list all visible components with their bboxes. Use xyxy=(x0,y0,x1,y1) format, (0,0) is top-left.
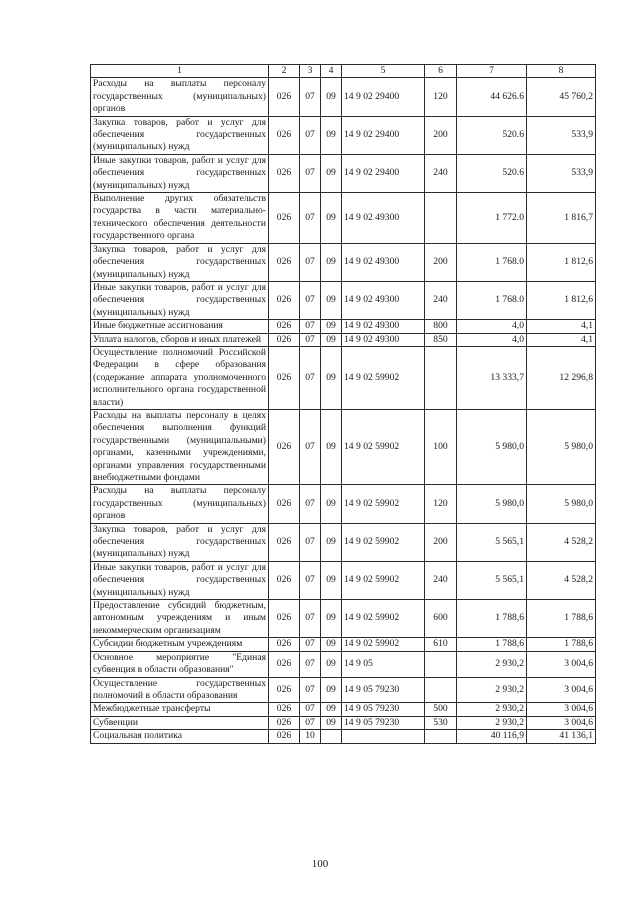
row-description: Предоставление субсидий бюджетным, автономным учреждениям и иным некоммерческим организациям xyxy=(91,600,269,638)
amount-year-1: 5 565,1 xyxy=(457,561,527,599)
ved-code: 026 xyxy=(269,193,300,244)
ved-code: 026 xyxy=(269,281,300,319)
ved-code: 026 xyxy=(269,320,300,333)
column-number: 6 xyxy=(425,65,457,78)
table-row xyxy=(91,677,596,703)
amount-year-1: 1 768.0 xyxy=(457,281,527,319)
expense-type-code: 200 xyxy=(425,116,457,154)
column-number: 7 xyxy=(457,65,527,78)
expense-type-code: 200 xyxy=(425,523,457,561)
table-row xyxy=(91,561,596,599)
row-description: Закупка товаров, работ и услуг для обеспечения государственных (муниципальных) нужд xyxy=(91,243,269,281)
subsection-code: 09 xyxy=(321,523,342,561)
subsection-code: 09 xyxy=(321,703,342,716)
target-article-code: 14 9 02 49300 xyxy=(342,281,425,319)
section-code: 07 xyxy=(300,638,321,651)
expense-type-code xyxy=(425,346,457,409)
table-row xyxy=(91,154,596,192)
section-code: 07 xyxy=(300,154,321,192)
subsection-code: 09 xyxy=(321,346,342,409)
section-code: 07 xyxy=(300,523,321,561)
ved-code: 026 xyxy=(269,346,300,409)
expense-type-code: 240 xyxy=(425,154,457,192)
ved-code: 026 xyxy=(269,409,300,484)
row-description: Иные закупки товаров, работ и услуг для обеспечения государственных (муниципальных) нужд xyxy=(91,561,269,599)
amount-year-2: 41 136,1 xyxy=(527,730,596,743)
ved-code: 026 xyxy=(269,716,300,729)
row-description: Закупка товаров, работ и услуг для обеспечения государственных (муниципальных) нужд xyxy=(91,523,269,561)
expense-type-code xyxy=(425,651,457,677)
ved-code: 026 xyxy=(269,703,300,716)
table-row xyxy=(91,78,596,116)
expense-type-code: 530 xyxy=(425,716,457,729)
target-article-code: 14 9 02 49300 xyxy=(342,193,425,244)
expense-type-code: 850 xyxy=(425,333,457,346)
amount-year-2: 1 812,6 xyxy=(527,281,596,319)
expense-type-code: 200 xyxy=(425,243,457,281)
ved-code: 026 xyxy=(269,638,300,651)
amount-year-1: 4,0 xyxy=(457,333,527,346)
target-article-code: 14 9 05 79230 xyxy=(342,677,425,703)
row-description: Основное мероприятие "Единая субвенция в области образования" xyxy=(91,651,269,677)
subsection-code xyxy=(321,730,342,743)
table-row xyxy=(91,703,596,716)
amount-year-1: 1 772.0 xyxy=(457,193,527,244)
subsection-code: 09 xyxy=(321,320,342,333)
expense-type-code: 800 xyxy=(425,320,457,333)
amount-year-2: 1 812,6 xyxy=(527,243,596,281)
section-code: 07 xyxy=(300,600,321,638)
amount-year-2: 4 528,2 xyxy=(527,561,596,599)
section-code: 07 xyxy=(300,703,321,716)
amount-year-1: 5 565,1 xyxy=(457,523,527,561)
ved-code: 026 xyxy=(269,677,300,703)
target-article-code: 14 9 02 59902 xyxy=(342,561,425,599)
row-description: Иные закупки товаров, работ и услуг для обеспечения государственных (муниципальных) нужд xyxy=(91,154,269,192)
section-code: 07 xyxy=(300,409,321,484)
subsection-code: 09 xyxy=(321,561,342,599)
expense-type-code: 500 xyxy=(425,703,457,716)
target-article-code: 14 9 02 29400 xyxy=(342,116,425,154)
ved-code: 026 xyxy=(269,523,300,561)
section-code: 07 xyxy=(300,78,321,116)
ved-code: 026 xyxy=(269,600,300,638)
subsection-code: 09 xyxy=(321,600,342,638)
table-row xyxy=(91,409,596,484)
column-number: 1 xyxy=(91,65,269,78)
subsection-code: 09 xyxy=(321,485,342,523)
amount-year-1: 520.6 xyxy=(457,116,527,154)
row-description: Закупка товаров, работ и услуг для обеспечения государственных (муниципальных) нужд xyxy=(91,116,269,154)
amount-year-2: 3 004,6 xyxy=(527,703,596,716)
amount-year-2: 4,1 xyxy=(527,320,596,333)
amount-year-2: 3 004,6 xyxy=(527,651,596,677)
row-description: Расходы на выплаты персоналу государственных (муниципальных) органов xyxy=(91,485,269,523)
amount-year-2: 4 528,2 xyxy=(527,523,596,561)
table-row xyxy=(91,651,596,677)
subsection-code: 09 xyxy=(321,281,342,319)
expense-type-code: 100 xyxy=(425,409,457,484)
expense-type-code: 240 xyxy=(425,561,457,599)
table-row xyxy=(91,716,596,729)
amount-year-2: 1 816,7 xyxy=(527,193,596,244)
row-description: Расходы на выплаты персоналу государственных (муниципальных) органов xyxy=(91,78,269,116)
amount-year-1: 13 333,7 xyxy=(457,346,527,409)
subsection-code: 09 xyxy=(321,78,342,116)
expense-type-code: 600 xyxy=(425,600,457,638)
amount-year-2: 12 296,8 xyxy=(527,346,596,409)
section-code: 07 xyxy=(300,243,321,281)
target-article-code: 14 9 02 59902 xyxy=(342,409,425,484)
amount-year-1: 44 626.6 xyxy=(457,78,527,116)
table-row xyxy=(91,320,596,333)
table-row xyxy=(91,485,596,523)
amount-year-1: 5 980,0 xyxy=(457,409,527,484)
section-code: 07 xyxy=(300,561,321,599)
expense-type-code: 610 xyxy=(425,638,457,651)
section-code: 07 xyxy=(300,716,321,729)
expense-type-code xyxy=(425,677,457,703)
table-row xyxy=(91,193,596,244)
target-article-code: 14 9 02 59902 xyxy=(342,600,425,638)
table-row xyxy=(91,333,596,346)
row-description: Расходы на выплаты персоналу в целях обеспечения выполнения функций государственными (муниципальными) органами, казенными учреждениями, органами управления государственными внебюджетными фондами xyxy=(91,409,269,484)
ved-code: 026 xyxy=(269,561,300,599)
amount-year-1: 1 768.0 xyxy=(457,243,527,281)
table-row xyxy=(91,346,596,409)
row-description: Субвенции xyxy=(91,716,269,729)
expense-type-code xyxy=(425,193,457,244)
subsection-code: 09 xyxy=(321,243,342,281)
ved-code: 026 xyxy=(269,730,300,743)
row-description: Осуществление государственных полномочий в области образования xyxy=(91,677,269,703)
section-code: 10 xyxy=(300,730,321,743)
target-article-code: 14 9 02 59902 xyxy=(342,346,425,409)
section-code: 07 xyxy=(300,320,321,333)
amount-year-1: 5 980,0 xyxy=(457,485,527,523)
amount-year-1: 2 930,2 xyxy=(457,703,527,716)
row-description: Межбюджетные трансферты xyxy=(91,703,269,716)
subsection-code: 09 xyxy=(321,677,342,703)
subsection-code: 09 xyxy=(321,716,342,729)
column-number: 4 xyxy=(321,65,342,78)
target-article-code: 14 9 05 xyxy=(342,651,425,677)
section-code: 07 xyxy=(300,651,321,677)
target-article-code: 14 9 02 59902 xyxy=(342,523,425,561)
row-description: Иные бюджетные ассигнования xyxy=(91,320,269,333)
expense-type-code: 240 xyxy=(425,281,457,319)
amount-year-1: 2 930,2 xyxy=(457,716,527,729)
ved-code: 026 xyxy=(269,243,300,281)
table-row xyxy=(91,523,596,561)
column-number: 3 xyxy=(300,65,321,78)
amount-year-2: 45 760,2 xyxy=(527,78,596,116)
amount-year-1: 1 788,6 xyxy=(457,638,527,651)
ved-code: 026 xyxy=(269,333,300,346)
subsection-code: 09 xyxy=(321,638,342,651)
amount-year-1: 40 116,9 xyxy=(457,730,527,743)
amount-year-1: 4,0 xyxy=(457,320,527,333)
target-article-code: 14 9 02 49300 xyxy=(342,320,425,333)
amount-year-1: 520.6 xyxy=(457,154,527,192)
row-description: Осуществление полномочий Российской Федерации в сфере образования (содержание аппарата уполномоченного исполнительного органа государственной власти) xyxy=(91,346,269,409)
column-number: 5 xyxy=(342,65,425,78)
amount-year-2: 3 004,6 xyxy=(527,677,596,703)
expense-type-code xyxy=(425,730,457,743)
row-description: Субсидии бюджетным учреждениям xyxy=(91,638,269,651)
section-code: 07 xyxy=(300,281,321,319)
row-description: Уплата налогов, сборов и иных платежей xyxy=(91,333,269,346)
target-article-code: 14 9 02 49300 xyxy=(342,243,425,281)
column-number: 8 xyxy=(527,65,596,78)
row-description: Выполнение других обязательств государства в части материально-технического обеспечения деятельности государственного органа xyxy=(91,193,269,244)
expense-type-code: 120 xyxy=(425,485,457,523)
target-article-code xyxy=(342,730,425,743)
row-description: Иные закупки товаров, работ и услуг для обеспечения государственных (муниципальных) нужд xyxy=(91,281,269,319)
section-code: 07 xyxy=(300,677,321,703)
table-row xyxy=(91,600,596,638)
ved-code: 026 xyxy=(269,651,300,677)
table-row xyxy=(91,638,596,651)
amount-year-2: 5 980,0 xyxy=(527,485,596,523)
table-row xyxy=(91,281,596,319)
subsection-code: 09 xyxy=(321,409,342,484)
ved-code: 026 xyxy=(269,78,300,116)
table-row xyxy=(91,730,596,743)
amount-year-2: 1 788,6 xyxy=(527,600,596,638)
target-article-code: 14 9 02 59902 xyxy=(342,485,425,523)
subsection-code: 09 xyxy=(321,116,342,154)
section-code: 07 xyxy=(300,333,321,346)
amount-year-2: 1 788,6 xyxy=(527,638,596,651)
subsection-code: 09 xyxy=(321,651,342,677)
section-code: 07 xyxy=(300,116,321,154)
expense-type-code: 120 xyxy=(425,78,457,116)
column-number: 2 xyxy=(269,65,300,78)
subsection-code: 09 xyxy=(321,333,342,346)
table-header-row xyxy=(91,65,596,78)
ved-code: 026 xyxy=(269,485,300,523)
table-row xyxy=(91,116,596,154)
section-code: 07 xyxy=(300,485,321,523)
section-code: 07 xyxy=(300,346,321,409)
page-number: 100 xyxy=(311,858,329,870)
ved-code: 026 xyxy=(269,116,300,154)
target-article-code: 14 9 02 29400 xyxy=(342,154,425,192)
section-code: 07 xyxy=(300,193,321,244)
target-article-code: 14 9 02 59902 xyxy=(342,638,425,651)
amount-year-2: 533,9 xyxy=(527,116,596,154)
row-description: Социальная политика xyxy=(91,730,269,743)
amount-year-2: 4,1 xyxy=(527,333,596,346)
amount-year-1: 2 930,2 xyxy=(457,651,527,677)
ved-code: 026 xyxy=(269,154,300,192)
amount-year-1: 2 930,2 xyxy=(457,677,527,703)
table-row xyxy=(91,243,596,281)
amount-year-2: 533,9 xyxy=(527,154,596,192)
target-article-code: 14 9 02 49300 xyxy=(342,333,425,346)
budget-table xyxy=(90,64,596,744)
amount-year-2: 5 980,0 xyxy=(527,409,596,484)
target-article-code: 14 9 05 79230 xyxy=(342,716,425,729)
target-article-code: 14 9 02 29400 xyxy=(342,78,425,116)
amount-year-1: 1 788,6 xyxy=(457,600,527,638)
subsection-code: 09 xyxy=(321,193,342,244)
target-article-code: 14 9 05 79230 xyxy=(342,703,425,716)
subsection-code: 09 xyxy=(321,154,342,192)
amount-year-2: 3 004,6 xyxy=(527,716,596,729)
